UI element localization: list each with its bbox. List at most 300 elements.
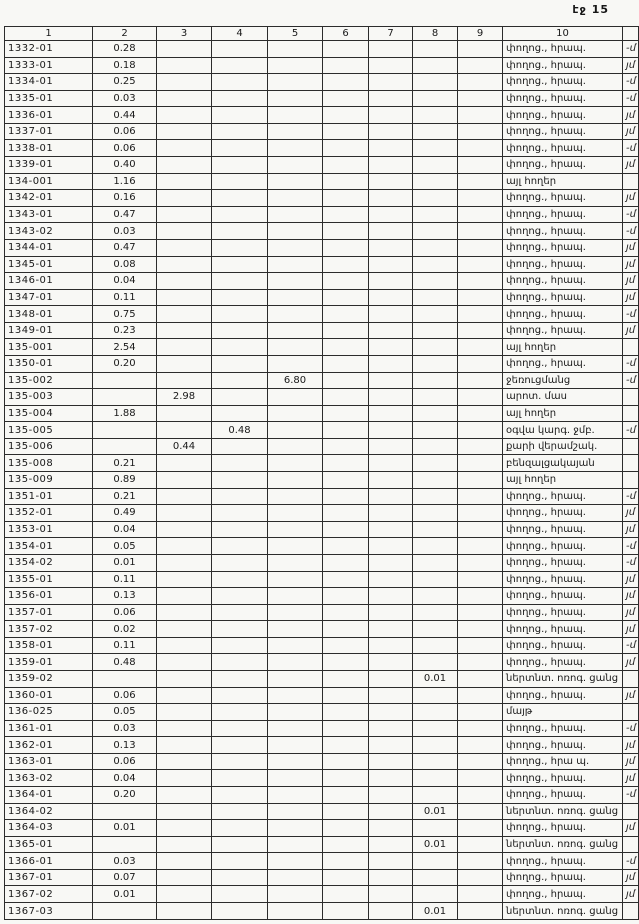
parcel-id-cell: 135-004 (5, 405, 93, 422)
table-header-row (5, 27, 639, 41)
value-cell (413, 687, 458, 704)
parcel-id-cell: 1365-01 (5, 836, 93, 853)
value-cell (268, 604, 323, 621)
value-cell (369, 389, 413, 406)
value-cell: 0.48 (93, 654, 157, 671)
value-cell (413, 637, 458, 654)
land-use-cell: փողոց., հրապ. (503, 621, 623, 638)
parcel-id-cell: 1364-02 (5, 803, 93, 820)
value-cell (323, 637, 369, 654)
table-row (5, 588, 639, 605)
value-cell (268, 322, 323, 339)
value-cell (458, 355, 503, 372)
value-cell (413, 604, 458, 621)
value-cell (369, 687, 413, 704)
value-cell (212, 654, 268, 671)
value-cell (268, 538, 323, 555)
value-cell (413, 571, 458, 588)
table-row (5, 886, 639, 903)
value-cell (323, 372, 369, 389)
value-cell (268, 306, 323, 323)
table-row (5, 836, 639, 853)
value-cell (458, 571, 503, 588)
value-cell (323, 687, 369, 704)
value-cell (369, 836, 413, 853)
value-cell (323, 206, 369, 223)
value-cell (413, 869, 458, 886)
table-row (5, 306, 639, 323)
parcel-id-cell: 1333-01 (5, 57, 93, 74)
value-cell (413, 472, 458, 489)
value-cell (369, 571, 413, 588)
value-cell (157, 322, 212, 339)
value-cell (268, 637, 323, 654)
value-cell: 2.54 (93, 339, 157, 356)
value-cell (458, 405, 503, 422)
value-cell (323, 770, 369, 787)
parcel-id-cell: 1348-01 (5, 306, 93, 323)
value-cell (268, 223, 323, 240)
value-cell (413, 455, 458, 472)
table-row (5, 571, 639, 588)
value-cell: 0.11 (93, 637, 157, 654)
margin-annotation: յմ (623, 521, 639, 538)
value-cell (157, 289, 212, 306)
value-cell: 0.20 (93, 355, 157, 372)
value-cell: 0.06 (93, 687, 157, 704)
column-header: 3 (157, 27, 212, 41)
value-cell (323, 853, 369, 870)
value-cell (212, 836, 268, 853)
value-cell (157, 637, 212, 654)
land-use-cell: փողոց., հրապ. (503, 289, 623, 306)
value-cell (413, 853, 458, 870)
table-row (5, 90, 639, 107)
value-cell (323, 123, 369, 140)
land-use-cell: այլ հողեր (503, 405, 623, 422)
table-row (5, 505, 639, 522)
parcel-id-cell: 1355-01 (5, 571, 93, 588)
value-cell (268, 206, 323, 223)
table-row (5, 654, 639, 671)
value-cell (413, 554, 458, 571)
land-use-cell: ջեռուցմանց (503, 372, 623, 389)
table-row (5, 339, 639, 356)
value-cell (458, 438, 503, 455)
value-cell (157, 505, 212, 522)
value-cell (458, 389, 503, 406)
parcel-id-cell: 1363-01 (5, 753, 93, 770)
land-use-cell: փողոց., հրապ. (503, 273, 623, 290)
parcel-id-cell: 1358-01 (5, 637, 93, 654)
margin-annotation: -մ (623, 223, 639, 240)
column-header: 9 (458, 27, 503, 41)
value-cell (369, 438, 413, 455)
land-use-cell: այլ հողեր (503, 173, 623, 190)
value-cell (369, 737, 413, 754)
value-cell: 0.05 (93, 538, 157, 555)
margin-annotation (623, 903, 639, 920)
value-cell (413, 588, 458, 605)
value-cell (323, 753, 369, 770)
margin-annotation: -մ (623, 206, 639, 223)
margin-annotation (623, 339, 639, 356)
value-cell (268, 753, 323, 770)
table-row (5, 372, 639, 389)
value-cell (157, 206, 212, 223)
column-header: 5 (268, 27, 323, 41)
value-cell (212, 820, 268, 837)
land-use-cell: փողոց., հրապ. (503, 869, 623, 886)
value-cell (458, 521, 503, 538)
value-cell: 0.05 (93, 704, 157, 721)
value-cell (93, 836, 157, 853)
value-cell (157, 223, 212, 240)
value-cell (212, 538, 268, 555)
land-use-cell: ներտնտ. ոռոգ. ցանց (503, 670, 623, 687)
value-cell (458, 322, 503, 339)
value-cell (413, 256, 458, 273)
value-cell (157, 140, 212, 157)
value-cell: 0.11 (93, 289, 157, 306)
table-row (5, 820, 639, 837)
value-cell (212, 770, 268, 787)
margin-annotation: յմ (623, 687, 639, 704)
land-use-cell: փողոց., հրապ. (503, 107, 623, 124)
value-cell (413, 787, 458, 804)
margin-annotation: յմ (623, 770, 639, 787)
margin-annotation: -մ (623, 720, 639, 737)
table-row (5, 405, 639, 422)
table-row (5, 157, 639, 174)
value-cell (212, 140, 268, 157)
value-cell (323, 90, 369, 107)
land-use-cell: այլ հողեր (503, 339, 623, 356)
value-cell (268, 903, 323, 920)
value-cell (268, 472, 323, 489)
value-cell (413, 173, 458, 190)
value-cell (93, 670, 157, 687)
land-use-cell: փողոց., հրապ. (503, 737, 623, 754)
land-use-cell: փողոց., հրապ. (503, 157, 623, 174)
value-cell (458, 554, 503, 571)
value-cell (369, 853, 413, 870)
value-cell (93, 903, 157, 920)
parcel-id-cell: 135-005 (5, 422, 93, 439)
margin-annotation (623, 438, 639, 455)
value-cell (458, 289, 503, 306)
parcel-id-cell: 135-009 (5, 472, 93, 489)
value-cell (413, 886, 458, 903)
value-cell (369, 455, 413, 472)
margin-annotation: -մ (623, 140, 639, 157)
value-cell (369, 604, 413, 621)
table-row (5, 803, 639, 820)
value-cell: 0.01 (93, 820, 157, 837)
value-cell (458, 339, 503, 356)
value-cell (268, 869, 323, 886)
margin-annotation: -մ (623, 372, 639, 389)
value-cell (413, 505, 458, 522)
value-cell (413, 654, 458, 671)
value-cell (369, 903, 413, 920)
value-cell (268, 256, 323, 273)
value-cell (458, 853, 503, 870)
land-use-cell: քարի վերամշակ. (503, 438, 623, 455)
value-cell (323, 41, 369, 58)
parcel-id-cell: 1334-01 (5, 74, 93, 91)
value-cell: 0.01 (93, 554, 157, 571)
column-header: 6 (323, 27, 369, 41)
margin-annotation: յմ (623, 239, 639, 256)
value-cell (157, 157, 212, 174)
parcel-id-cell: 136-025 (5, 704, 93, 721)
value-cell (458, 422, 503, 439)
value-cell (212, 621, 268, 638)
table-row (5, 140, 639, 157)
value-cell (458, 770, 503, 787)
value-cell: 0.16 (93, 190, 157, 207)
value-cell (157, 256, 212, 273)
value-cell (212, 455, 268, 472)
value-cell (93, 372, 157, 389)
value-cell (413, 820, 458, 837)
value-cell (458, 190, 503, 207)
parcel-id-cell: 135-001 (5, 339, 93, 356)
land-use-cell: փողոց., հրա պ. (503, 753, 623, 770)
table-row (5, 273, 639, 290)
parcel-id-cell: 1343-01 (5, 206, 93, 223)
value-cell (369, 787, 413, 804)
value-cell (369, 206, 413, 223)
value-cell (413, 737, 458, 754)
value-cell (413, 123, 458, 140)
value-cell (413, 90, 458, 107)
value-cell (268, 405, 323, 422)
value-cell (323, 256, 369, 273)
value-cell (323, 571, 369, 588)
table-row (5, 869, 639, 886)
parcel-id-cell: 1342-01 (5, 190, 93, 207)
value-cell (268, 588, 323, 605)
value-cell (323, 538, 369, 555)
value-cell (323, 157, 369, 174)
table-row (5, 74, 639, 91)
value-cell (413, 57, 458, 74)
parcel-id-cell: 1352-01 (5, 505, 93, 522)
value-cell (157, 372, 212, 389)
land-use-cell: փողոց., հրապ. (503, 57, 623, 74)
parcel-id-cell: 1336-01 (5, 107, 93, 124)
margin-annotation (623, 389, 639, 406)
value-cell (458, 654, 503, 671)
value-cell (268, 438, 323, 455)
value-cell (323, 239, 369, 256)
value-cell (157, 521, 212, 538)
value-cell (369, 803, 413, 820)
value-cell (413, 239, 458, 256)
value-cell (212, 886, 268, 903)
parcel-id-cell: 1344-01 (5, 239, 93, 256)
value-cell: 0.13 (93, 588, 157, 605)
value-cell (458, 787, 503, 804)
land-use-cell: արոտ. մաս (503, 389, 623, 406)
value-cell (212, 588, 268, 605)
parcel-id-cell: 1364-03 (5, 820, 93, 837)
value-cell (458, 90, 503, 107)
value-cell (212, 521, 268, 538)
land-use-cell: փողոց., հրապ. (503, 571, 623, 588)
value-cell (268, 737, 323, 754)
value-cell (157, 820, 212, 837)
value-cell (157, 190, 212, 207)
value-cell (323, 554, 369, 571)
margin-annotation: յմ (623, 588, 639, 605)
value-cell (268, 355, 323, 372)
value-cell (212, 57, 268, 74)
value-cell (369, 886, 413, 903)
table-row (5, 621, 639, 638)
value-cell (413, 339, 458, 356)
value-cell (323, 505, 369, 522)
value-cell (458, 107, 503, 124)
table-row (5, 41, 639, 58)
land-use-cell: փողոց., հրապ. (503, 637, 623, 654)
parcel-id-cell: 1351-01 (5, 488, 93, 505)
table-row (5, 190, 639, 207)
value-cell (323, 820, 369, 837)
value-cell (369, 256, 413, 273)
margin-annotation: -մ (623, 90, 639, 107)
land-use-cell: փողոց., հրապ. (503, 687, 623, 704)
table-row (5, 455, 639, 472)
table-row (5, 256, 639, 273)
land-use-cell: փողոց., հրապ. (503, 554, 623, 571)
value-cell (458, 306, 503, 323)
value-cell: 0.07 (93, 869, 157, 886)
value-cell (323, 74, 369, 91)
value-cell (157, 770, 212, 787)
margin-annotation: -մ (623, 422, 639, 439)
value-cell (323, 140, 369, 157)
value-cell (323, 438, 369, 455)
parcel-id-cell: 1354-01 (5, 538, 93, 555)
value-cell (458, 886, 503, 903)
table-row (5, 438, 639, 455)
value-cell (93, 803, 157, 820)
value-cell (323, 339, 369, 356)
value-cell: 0.11 (93, 571, 157, 588)
table-row (5, 488, 639, 505)
value-cell (323, 886, 369, 903)
land-use-cell: ներտնտ. ոռոգ. ցանց (503, 803, 623, 820)
land-use-cell: այլ հողեր (503, 472, 623, 489)
margin-annotation: յմ (623, 505, 639, 522)
value-cell (157, 903, 212, 920)
value-cell (323, 737, 369, 754)
column-header: 4 (212, 27, 268, 41)
table-row (5, 670, 639, 687)
value-cell: 0.01 (93, 886, 157, 903)
land-register-table (4, 26, 639, 920)
value-cell (268, 41, 323, 58)
margin-annotation: -մ (623, 355, 639, 372)
value-cell (157, 273, 212, 290)
value-cell (157, 604, 212, 621)
parcel-id-cell: 1350-01 (5, 355, 93, 372)
value-cell (458, 803, 503, 820)
table-row (5, 554, 639, 571)
table-row (5, 903, 639, 920)
value-cell (369, 90, 413, 107)
margin-annotation (623, 173, 639, 190)
value-cell (458, 74, 503, 91)
table-row (5, 355, 639, 372)
value-cell (323, 621, 369, 638)
margin-annotation (623, 405, 639, 422)
value-cell (157, 654, 212, 671)
value-cell: 0.44 (93, 107, 157, 124)
land-use-cell: փողոց., հրապ. (503, 239, 623, 256)
land-use-cell: փողոց., հրապ. (503, 256, 623, 273)
value-cell: 0.01 (413, 670, 458, 687)
land-use-cell: փողոց., հրապ. (503, 190, 623, 207)
margin-annotation: յմ (623, 820, 639, 837)
margin-annotation: -մ (623, 637, 639, 654)
value-cell (413, 753, 458, 770)
margin-annotation: յմ (623, 107, 639, 124)
page-number: էջ 15 (572, 3, 609, 16)
value-cell (268, 123, 323, 140)
parcel-id-cell: 1359-01 (5, 654, 93, 671)
table-row (5, 389, 639, 406)
parcel-id-cell: 1366-01 (5, 853, 93, 870)
value-cell (413, 41, 458, 58)
value-cell (323, 588, 369, 605)
value-cell (458, 505, 503, 522)
land-use-cell: փողոց., հրապ. (503, 588, 623, 605)
value-cell (458, 41, 503, 58)
land-use-cell: փողոց., հրապ. (503, 853, 623, 870)
value-cell: 0.01 (413, 903, 458, 920)
table-row (5, 737, 639, 754)
table-row (5, 123, 639, 140)
value-cell (413, 306, 458, 323)
value-cell (268, 687, 323, 704)
value-cell (323, 836, 369, 853)
value-cell (369, 720, 413, 737)
value-cell (157, 737, 212, 754)
value-cell (458, 57, 503, 74)
value-cell (157, 405, 212, 422)
margin-annotation: յմ (623, 753, 639, 770)
margin-annotation: -մ (623, 74, 639, 91)
value-cell (212, 256, 268, 273)
value-cell (157, 173, 212, 190)
value-cell (268, 488, 323, 505)
value-cell (369, 339, 413, 356)
value-cell (268, 273, 323, 290)
value-cell (212, 239, 268, 256)
value-cell (268, 621, 323, 638)
value-cell (212, 737, 268, 754)
value-cell (323, 190, 369, 207)
value-cell: 0.47 (93, 206, 157, 223)
margin-annotation: յմ (623, 123, 639, 140)
land-use-cell: փողոց., հրապ. (503, 604, 623, 621)
value-cell (93, 389, 157, 406)
margin-annotation: յմ (623, 886, 639, 903)
